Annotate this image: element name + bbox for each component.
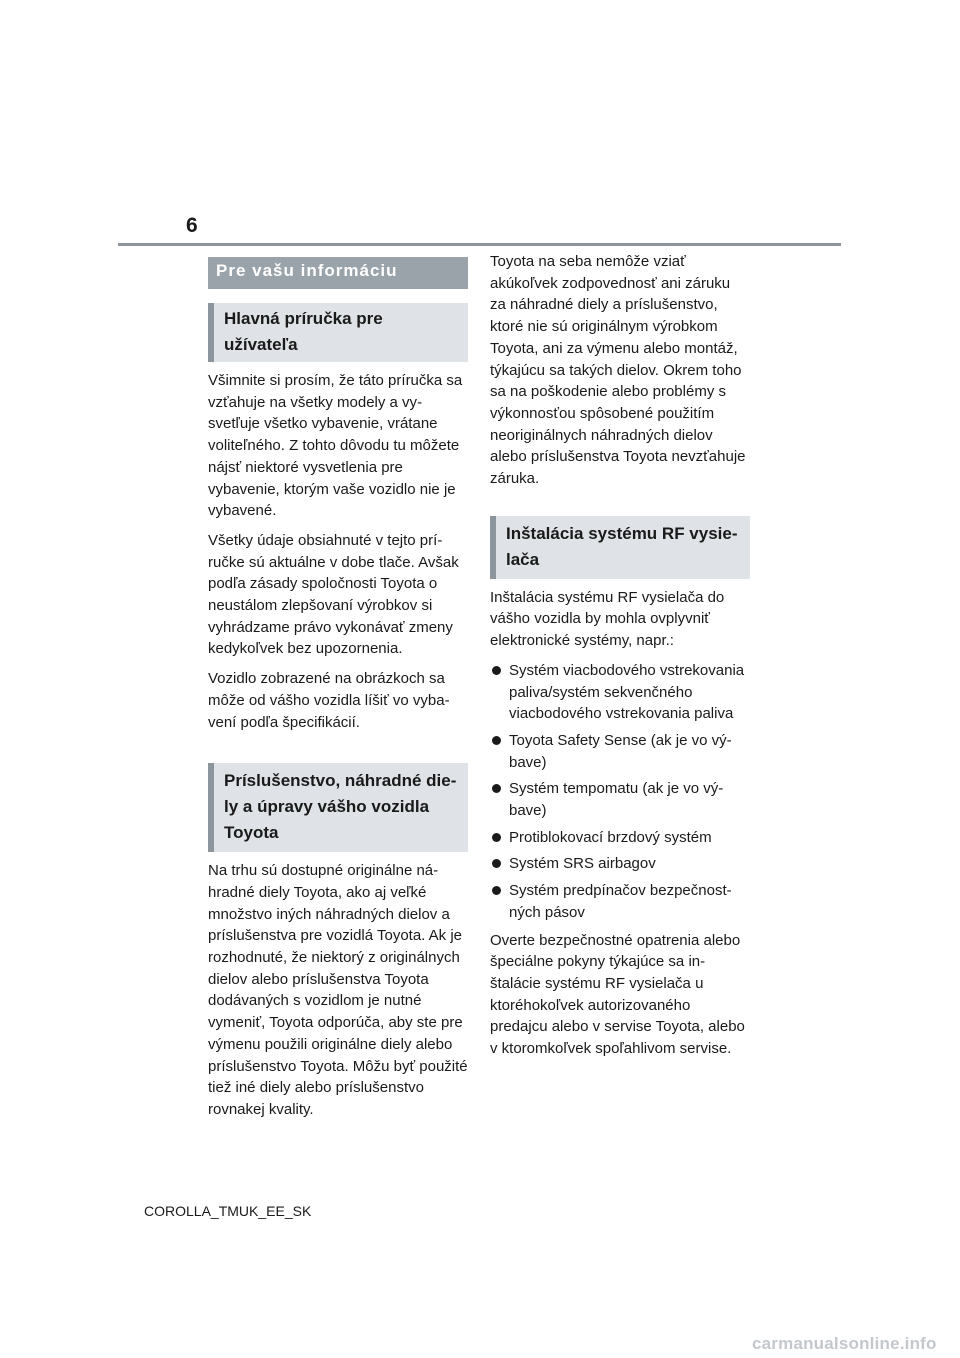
list-item: Systém tempomatu (ak je vo výbave) — [490, 778, 750, 821]
list-item: Protiblokovací brzdový systém — [490, 827, 750, 849]
paragraph: Všimnite si prosím, že táto príručka sa vzťahuje na všetky modely a vysvetľuje všetko vybavenie, vrátane voliteľného. Z tohto dôvodu tu môžete nájsť niektoré vysvetlenia pre vybavenie, ktorým vaše vozidlo nie je vybavené. — [208, 372, 463, 520]
watermark: carmanualsonline.info — [752, 1334, 937, 1353]
bullet-icon — [492, 736, 501, 745]
subsection-user-manual-title: Hlavná príručka pre užívateľa — [208, 303, 468, 362]
bullet-list — [490, 660, 750, 924]
paragraph: Všetky údaje obsiahnuté v tejto príručke sú aktuálne v dobe tlače. Avšak podľa zásady spoločnosti Toyota o neustálom zlepšovaní výrobkov si vyhrádzame právo vykonávať zmeny kedykoľvek bez upozornenia. — [208, 531, 459, 658]
bullet-icon — [492, 859, 501, 868]
paragraph: Toyota na seba nemôže vziať akúkoľvek zodpovednosť ani záruku za náhradné diely a príslušenstvo, ktoré nie sú originálnym výrobkom Toyota, ani za výmenu alebo montáž, týkajúcu sa takých dielov. Okrem toho sa na poškodenie alebo problémy s výkonnosťou spôsobené použitím neoriginálnych náhradných dielov alebo príslušenstva Toyota nevzťahuje záruka. — [490, 253, 746, 488]
bullet-icon — [492, 886, 501, 895]
page-number: 6 — [186, 214, 198, 237]
right-column — [490, 251, 750, 1068]
left-column — [208, 257, 468, 1129]
bullet-icon — [492, 784, 501, 793]
list-item: Systém predpínačov bezpečnostných pásov — [490, 880, 750, 923]
bullet-icon — [492, 833, 501, 842]
bullet-icon — [492, 666, 501, 675]
paragraph: Overte bezpečnostné opatrenia alebo špeciálne pokyny týkajúce sa inštalácie systému RF vysielača u ktoréhokoľvek autorizovaného predajcu alebo v servise Toyota, alebo v ktoromkoľvek spoľahlivom servise. — [490, 931, 745, 1058]
list-item: Systém viacbodového vstrekovania paliva/systém sekvenčného viacbodového vstrekovania paliva — [490, 660, 750, 725]
paragraph: Na trhu sú dostupné originálne náhradné diely Toyota, ako aj veľké množstvo iných náhradných dielov a príslušenstva pre vozidlá Toyota. Ak je rozhodnuté, že niektorý z originálnych dielov alebo príslušenstva Toyota dodávaných s vozidlom je nutné vymeniť, Toyota odporúča, aby ste pre výmenu použili originálne diely alebo príslušenstvo Toyota. Môžu byť použité tiež iné diely alebo príslušenstvo rovnakej kvality. — [208, 862, 468, 1118]
header-rule — [118, 243, 841, 246]
paragraph: Vozidlo zobrazené na obrázkoch sa môže od vášho vozidla líšiť vo vybavení podľa špecifikácií. — [208, 670, 450, 731]
list-item: Systém SRS airbagov — [490, 853, 750, 875]
list-item: Toyota Safety Sense (ak je vo výbave) — [490, 730, 750, 773]
section-title: Pre vašu informáciu — [208, 257, 468, 289]
footer-code: COROLLA_TMUK_EE_SK — [144, 1203, 312, 1219]
subsection-accessories-title: Príslušenstvo, náhradné diely a úpravy vášho vozidla Toyota — [208, 763, 468, 852]
subsection-rf-title: Inštalácia systému RF vysielača — [490, 516, 750, 579]
paragraph: Inštalácia systému RF vysielača do vášho vozidla by mohla ovplyvniť elektronické systémy, napr.: — [490, 588, 725, 650]
